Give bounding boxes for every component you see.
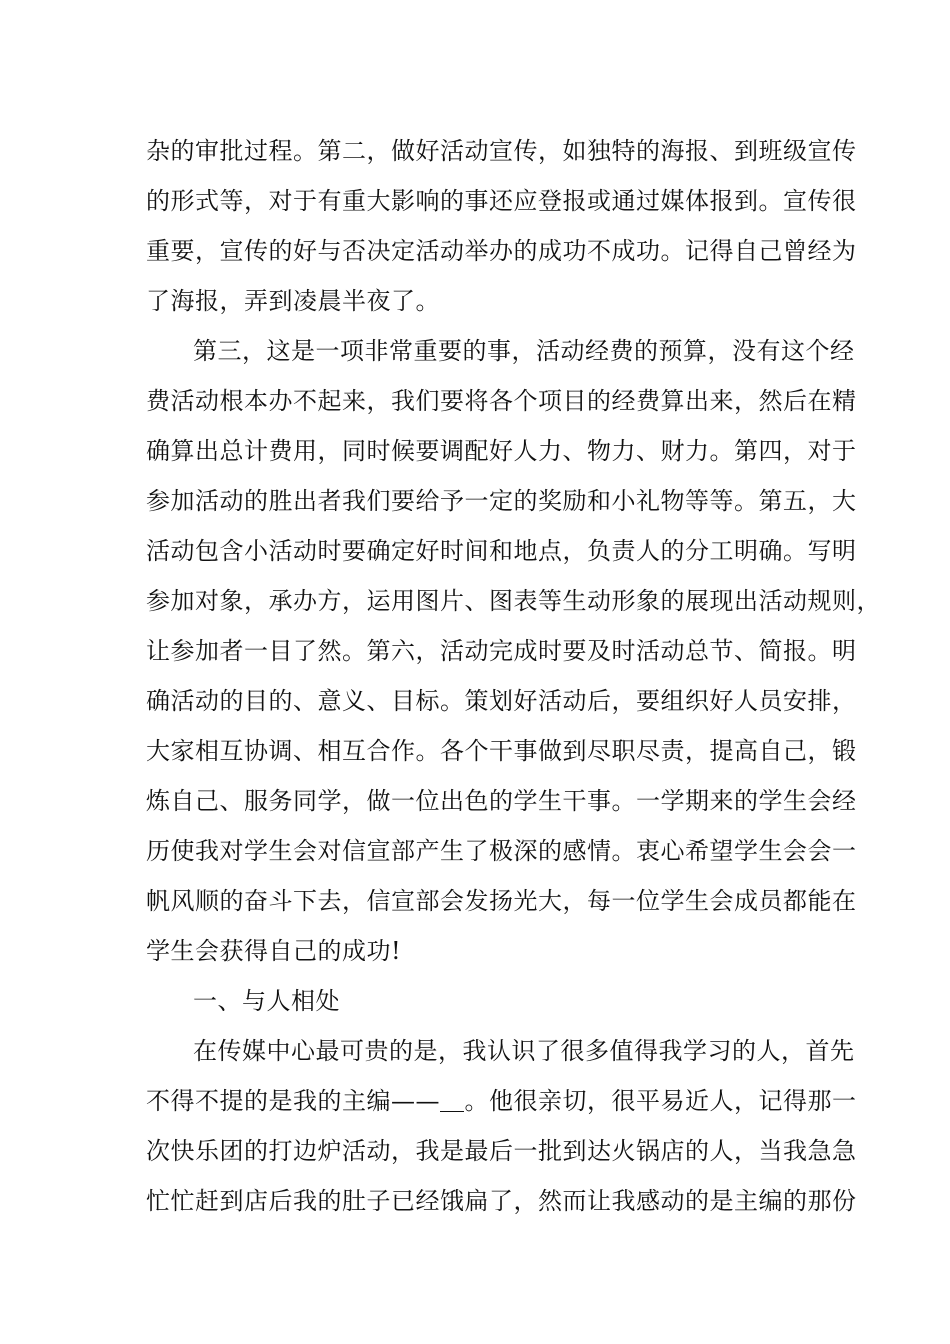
text-line: 次快乐团的打边炉活动，我是最后一批到达火锅店的人，当我急急 <box>146 1137 857 1165</box>
text-line: 不得不提的是我的主编——＿。他很亲切，很平易近人，记得那一 <box>146 1087 857 1115</box>
text-line: 费活动根本办不起来，我们要将各个项目的经费算出来，然后在精 <box>146 387 857 415</box>
text-line: 炼自己、服务同学，做一位出色的学生干事。一学期来的学生会经 <box>146 787 857 815</box>
text-line: 活动包含小活动时要确定好时间和地点，负责人的分工明确。写明 <box>146 537 857 565</box>
text-line: 大家相互协调、相互合作。各个干事做到尽职尽责，提高自己，锻 <box>146 737 857 765</box>
paragraph-start-line: 第三，这是一项非常重要的事，活动经费的预算，没有这个经 <box>193 337 855 365</box>
text-line: 了海报，弄到凌晨半夜了。 <box>146 287 440 315</box>
text-line: 忙忙赶到店后我的肚子已经饿扁了，然而让我感动的是主编的那份 <box>146 1187 857 1215</box>
text-line: 参加活动的胜出者我们要给予一定的奖励和小礼物等等。第五，大 <box>146 487 857 515</box>
text-line: 学生会获得自己的成功! <box>146 937 402 965</box>
section-heading: 一、与人相处 <box>193 987 340 1015</box>
text-line: 杂的审批过程。第二，做好活动宣传，如独特的海报、到班级宣传 <box>146 137 857 165</box>
paragraph-start-line: 在传媒中心最可贵的是，我认识了很多值得我学习的人，首先 <box>193 1037 855 1065</box>
text-line: 确活动的目的、意义、目标。策划好活动后，要组织好人员安排， <box>146 687 857 715</box>
text-line: 让参加者一目了然。第六，活动完成时要及时活动总节、简报。明 <box>146 637 857 665</box>
text-line: 的形式等，对于有重大影响的事还应登报或通过媒体报到。宣传很 <box>146 187 857 215</box>
text-line: 帆风顺的奋斗下去，信宣部会发扬光大，每一位学生会成员都能在 <box>146 887 857 915</box>
text-line: 重要，宣传的好与否决定活动举办的成功不成功。记得自己曾经为 <box>146 237 857 265</box>
text-line: 参加对象，承办方，运用图片、图表等生动形象的展现出活动规则， <box>146 587 881 615</box>
text-line: 确算出总计费用，同时候要调配好人力、物力、财力。第四，对于 <box>146 437 857 465</box>
text-line: 历使我对学生会对信宣部产生了极深的感情。衷心希望学生会会一 <box>146 837 857 865</box>
